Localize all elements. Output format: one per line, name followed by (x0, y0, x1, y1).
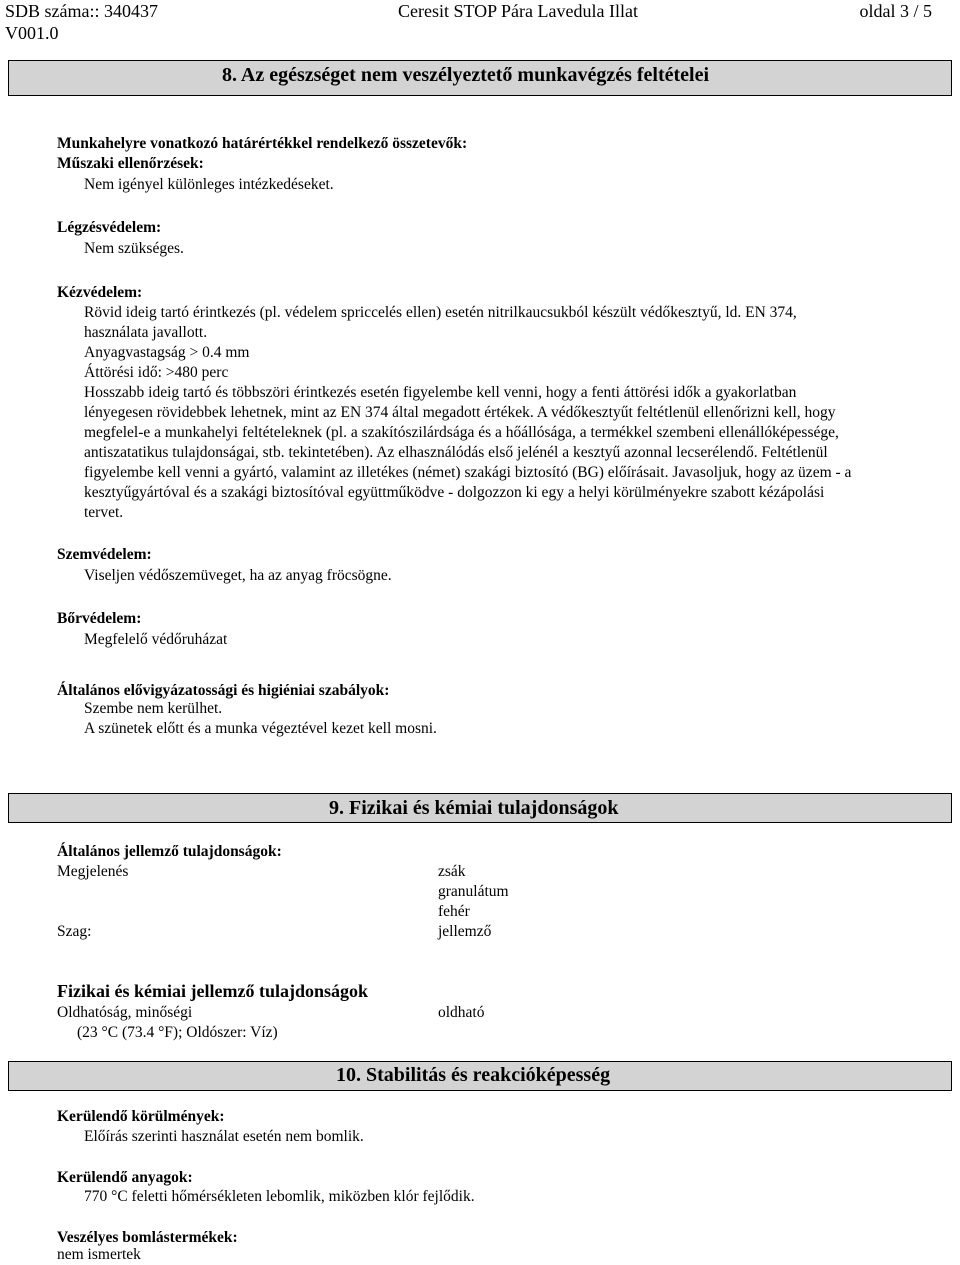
hygiene-line: Szembe nem kerülhet. (84, 700, 223, 717)
hand-line: megfelel-e a munkahelyi feltételeknek (pl. a szakítószilárdsága és a hőállósága, a termékkel szembeni ellenállóképessége, (84, 424, 839, 441)
hand-line: antiszatatikus tulajdonságai, stb. tekintetében). Az elhasználódás első jelénél a kesztyű azonnal lecserélendő. Feltétlenül (84, 444, 828, 461)
hand-line: használata javallott. (84, 324, 208, 341)
general-heading: Általános jellemző tulajdonságok: (57, 843, 282, 860)
hand-line: Rövid ideig tartó érintkezés (pl. védelem spriccelés ellen) esetén nitrilkaucsukból készült védőkesztyű, ld. EN 374, (84, 304, 797, 321)
tech-text: Nem igényel különleges intézkedéseket. (84, 176, 334, 193)
hand-line: lényegesen rövidebbek lehetnek, mint az EN 374 által megadott értékek. A védőkesztyűt feltétlenül ellenőrizni kell, hogy (84, 404, 836, 421)
resp-text: Nem szükséges. (84, 240, 184, 257)
hand-heading: Kézvédelem: (57, 284, 143, 301)
limit-heading: Munkahelyre vonatkozó határértékkel rendelkező összetevők: (57, 135, 468, 152)
eye-text: Viseljen védőszemüveget, ha az anyag fröcsögne. (84, 567, 392, 584)
decomposition-text: nem ismertek (57, 1246, 141, 1263)
version: V001.0 (5, 23, 59, 43)
eye-heading: Szemvédelem: (57, 546, 152, 563)
skin-heading: Bőrvédelem: (57, 610, 142, 627)
section-8-title: 8. Az egészséget nem veszélyeztető munkavégzés feltételei (222, 64, 710, 86)
hand-line: Áttörési idő: >480 perc (84, 364, 229, 381)
hand-line: figyelembe kell venni a gyártó, valamint az illetékes (német) szakági biztosító (BG) előírásait. Javasoljuk, hogy az üzem - a (84, 464, 852, 481)
appearance-value: granulátum (438, 883, 509, 900)
section-9-title: 9. Fizikai és kémiai tulajdonságok (329, 797, 619, 819)
avoid-materials-text: 770 °C feletti hőmérsékleten lebomlik, miközben klór fejlődik. (84, 1188, 475, 1205)
resp-heading: Légzésvédelem: (57, 219, 162, 236)
sdb-number: SDB száma:: 340437 (5, 1, 158, 21)
odor-value: jellemző (438, 923, 492, 940)
section-10-title: 10. Stabilitás és reakcióképesség (336, 1064, 611, 1086)
hand-line: Anyagvastagság > 0.4 mm (84, 344, 250, 361)
avoid-materials-heading: Kerülendő anyagok: (57, 1169, 193, 1186)
skin-text: Megfelelő védőruházat (84, 631, 228, 648)
hygiene-heading: Általános elővigyázatossági és higiéniai szabályok: (57, 682, 390, 699)
avoid-conditions-text: Előírás szerinti használat esetén nem bomlik. (84, 1128, 364, 1145)
solubility-condition: (23 °C (73.4 °F); Oldószer: Víz) (77, 1024, 278, 1041)
avoid-conditions-heading: Kerülendő körülmények: (57, 1108, 225, 1125)
odor-label: Szag: (57, 923, 92, 940)
page-number: oldal 3 / 5 (859, 1, 932, 21)
solubility-label: Oldhatóság, minőségi (57, 1004, 193, 1021)
phys-heading: Fizikai és kémiai jellemző tulajdonságok (57, 981, 368, 1001)
appearance-value: fehér (438, 903, 470, 920)
decomposition-heading: Veszélyes bomlástermékek: (57, 1229, 238, 1246)
appearance-label: Megjelenés (57, 863, 129, 880)
hygiene-line: A szünetek előtt és a munka végeztével kezet kell mosni. (84, 720, 437, 737)
appearance-value: zsák (438, 863, 466, 880)
product-name: Ceresit STOP Pára Lavedula Illat (398, 1, 638, 21)
hand-line: tervet. (84, 504, 124, 521)
hand-line: Hosszabb ideig tartó és többszöri érintkezés esetén figyelembe kell venni, hogy a fenti áttörési idők a gyakorlatban (84, 384, 797, 401)
solubility-value: oldható (438, 1004, 485, 1021)
hand-line: kesztyűgyártóval és a szakági biztosítóval együttműködve - dolgozzon ki egy a helyi körülményekre szabott kézápolási (84, 484, 825, 501)
tech-heading: Műszaki ellenőrzések: (57, 155, 204, 172)
